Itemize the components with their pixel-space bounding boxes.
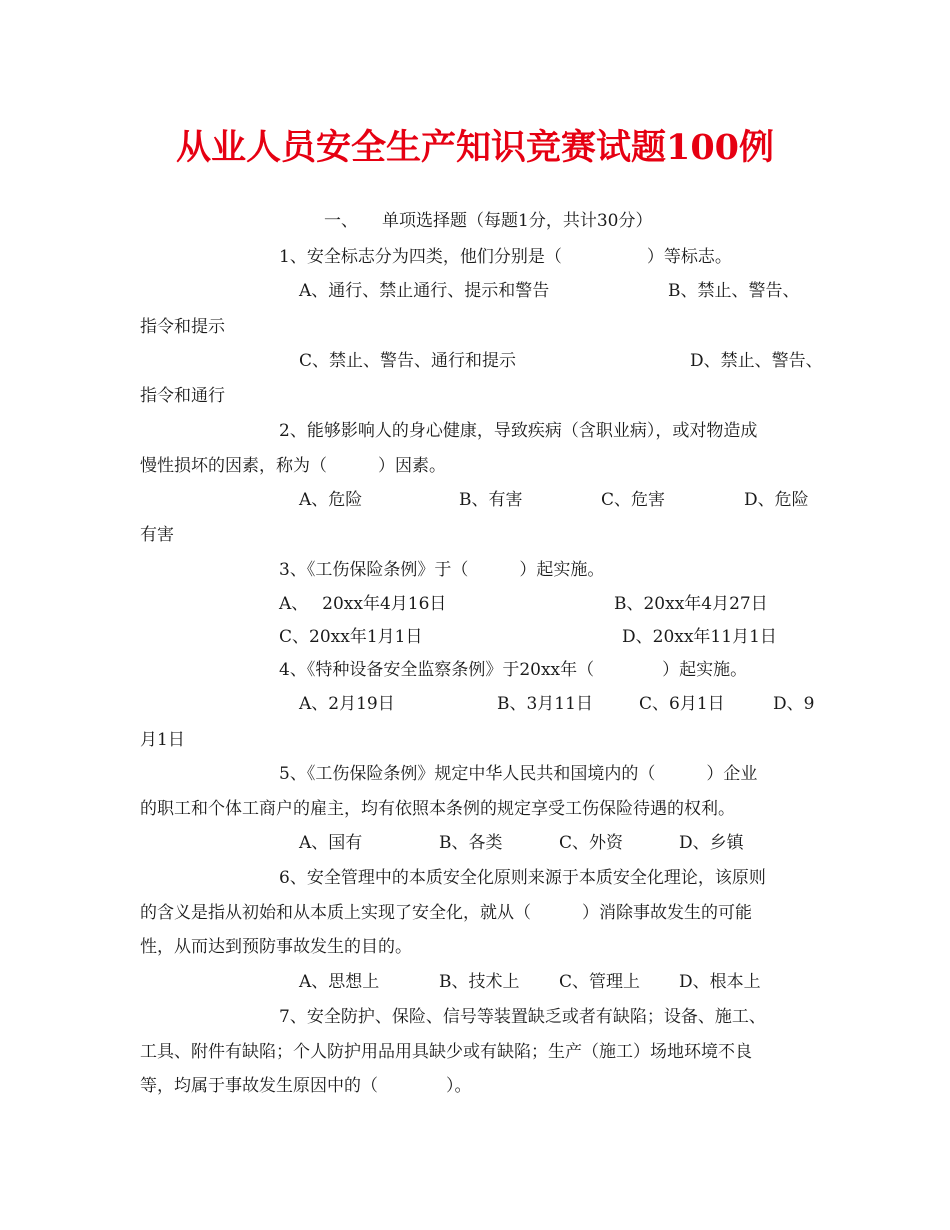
question-2-option-d-continued: 有害 [140, 525, 174, 545]
question-1-option-a: A、通行、禁止通行、提示和警告 [299, 281, 550, 301]
question-6-option-c: C、管理上 [559, 972, 641, 992]
question-5-option-d: D、乡镇 [679, 833, 744, 853]
question-6-option-b: B、技术上 [439, 972, 520, 992]
question-1-option-d: D、禁止、警告、 [690, 351, 823, 371]
question-3-option-d: D、20xx年11月1日 [622, 627, 777, 647]
question-1-option-d-continued: 指令和通行 [140, 386, 225, 406]
question-2-option-b: B、有害 [459, 490, 523, 510]
question-2-option-a: A、危险 [299, 490, 363, 510]
question-5-option-c: C、外资 [559, 833, 624, 853]
question-2-option-c: C、危害 [601, 490, 666, 510]
question-5-stem-line-2: 的职工和个体工商户的雇主，均有依照本条例的规定享受工伤保险待遇的权利。 [140, 799, 735, 819]
question-1-option-b: B、禁止、警告、 [668, 281, 800, 301]
question-1-stem: 1、安全标志分为四类，他们分别是（ ）等标志。 [279, 247, 732, 267]
question-4-option-d: D、9 [773, 694, 815, 714]
question-5-option-b: B、各类 [439, 833, 503, 853]
question-2-stem-line-2: 慢性损坏的因素，称为（ ）因素。 [140, 456, 446, 476]
question-6-option-a: A、思想上 [299, 972, 380, 992]
question-7-stem-line-2: 工具、附件有缺陷；个人防护用品用具缺少或有缺陷；生产（施工）场地环境不良 [140, 1042, 752, 1062]
question-4-option-b: B、3月11日 [497, 694, 593, 714]
question-3-option-b: B、20xx年4月27日 [614, 594, 768, 614]
question-2-option-d: D、危险 [744, 490, 809, 510]
question-4-option-d-continued: 月1日 [140, 730, 185, 750]
question-6-option-d: D、根本上 [679, 972, 761, 992]
question-3-stem: 3、《工伤保险条例》于（ ）起实施。 [279, 560, 605, 580]
question-4-option-c: C、6月1日 [639, 694, 725, 714]
question-5-stem-line-1: 5、《工伤保险条例》规定中华人民共和国境内的（ ）企业 [279, 764, 758, 784]
question-1-option-c: C、禁止、警告、通行和提示 [299, 351, 517, 371]
question-3-option-a: A、 20xx年4月16日 [279, 594, 447, 614]
question-3-option-c: C、20xx年1月1日 [279, 627, 423, 647]
question-6-stem-line-3: 性，从而达到预防事故发生的目的。 [140, 937, 412, 957]
question-2-stem-line-1: 2、能够影响人的身心健康，导致疾病（含职业病），或对物造成 [279, 421, 758, 441]
question-7-stem-line-1: 7、安全防护、保险、信号等装置缺乏或者有缺陷；设备、施工、 [279, 1007, 766, 1027]
question-6-stem-line-2: 的含义是指从初始和从本质上实现了安全化，就从（ ）消除事故发生的可能 [140, 903, 752, 923]
question-4-stem: 4、《特种设备安全监察条例》于20xx年（ ）起实施。 [279, 660, 748, 680]
section-heading-number: 一、 [324, 211, 358, 231]
question-6-stem-line-1: 6、安全管理中的本质安全化原则来源于本质安全化理论，该原则 [279, 868, 766, 888]
question-1-option-b-continued: 指令和提示 [140, 317, 225, 337]
question-4-option-a: A、2月19日 [299, 694, 395, 714]
question-5-option-a: A、国有 [299, 833, 363, 853]
section-heading: 单项选择题（每题1分，共计30分） [382, 211, 653, 231]
question-7-stem-line-3: 等，均属于事故发生原因中的（ ）。 [140, 1076, 472, 1096]
page-title: 从业人员安全生产知识竞赛试题100例 [175, 127, 775, 168]
